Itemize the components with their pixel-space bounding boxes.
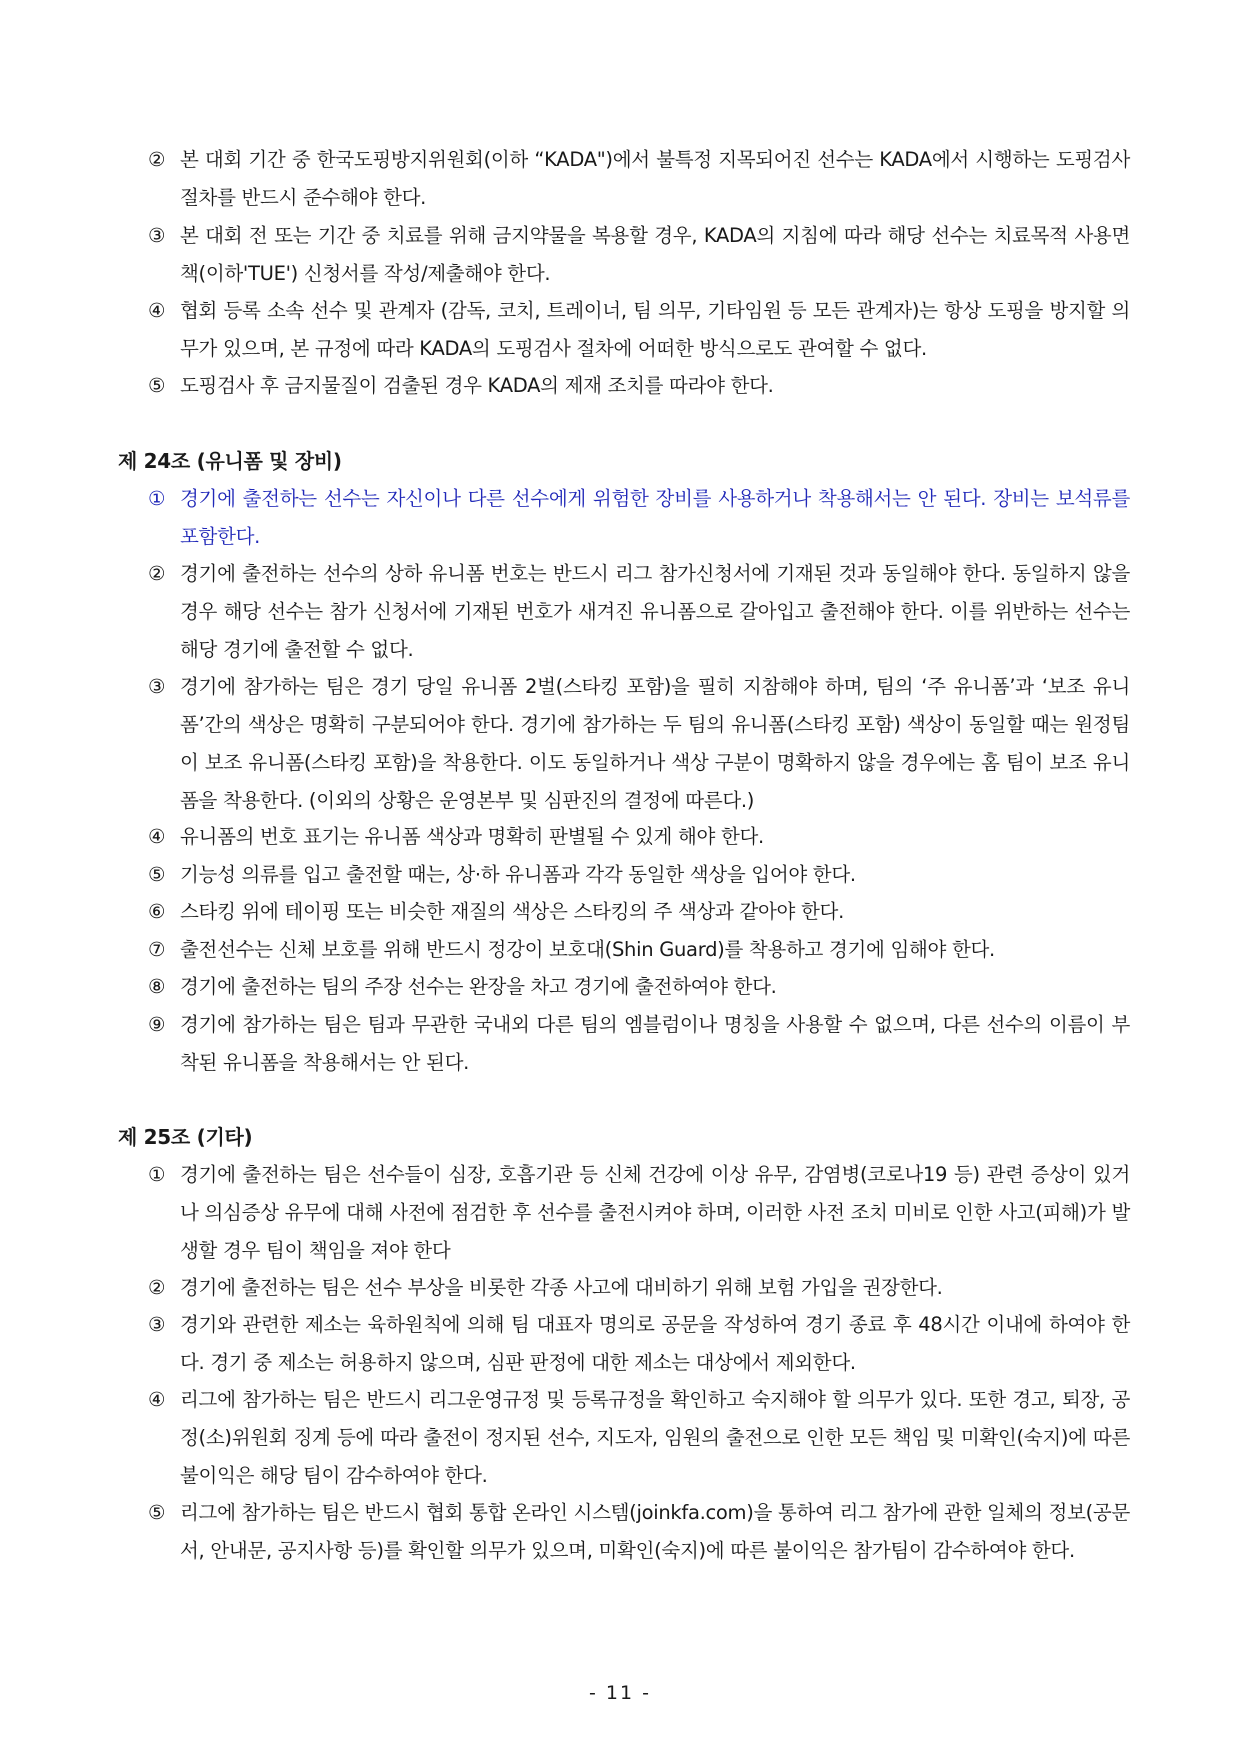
- art24-item-7: ⑦ 출전선수는 신체 보호를 위해 반드시 정강이 보호대(Shin Guard)를 착용하고 경기에 임해야 한다.: [148, 938, 995, 961]
- article-25-heading: 제 25조 (기타): [118, 1125, 253, 1149]
- art24-item-4: ④ 유니폼의 번호 표기는 유니폼 색상과 명확히 판별될 수 있게 해야 한다.: [148, 825, 764, 848]
- art23-item-3: ③ 본 대회 전 또는 기간 중 치료를 위해 금지약물을 복용할 경우, KADA의 지침에 따라 해당 선수는 치료목적 사용면책(이하'TUE') 신청서를 작성/제출해야 한다.: [148, 224, 1130, 285]
- art23-item-4: ④ 협회 등록 소속 선수 및 관계자 (감독, 코치, 트레이너, 팀 의무, 기타임원 등 모든 관계자)는 항상 도핑을 방지할 의무가 있으며, 본 규정에 따라 KADA의 도핑검사 절차에 어떠한 방식으로도 관여할 수 없다.: [148, 299, 1130, 360]
- art24-item-6: ⑥ 스타킹 위에 테이핑 또는 비슷한 재질의 색상은 스타킹의 주 색상과 같아야 한다.: [148, 900, 844, 923]
- art25-item-2: ② 경기에 출전하는 팀은 선수 부상을 비롯한 각종 사고에 대비하기 위해 보험 가입을 권장한다.: [148, 1276, 943, 1299]
- art24-item-5: ⑤ 기능성 의류를 입고 출전할 때는, 상·하 유니폼과 각각 동일한 색상을 입어야 한다.: [148, 863, 856, 886]
- page-number: - 11 -: [589, 1682, 651, 1704]
- art23-item-5: ⑤ 도핑검사 후 금지물질이 검출된 경우 KADA의 제재 조치를 따라야 한다.: [148, 374, 774, 397]
- art25-item-3: ③ 경기와 관련한 제소는 육하원칙에 의해 팀 대표자 명의로 공문을 작성하여 경기 종료 후 48시간 이내에 하여야 한다. 경기 중 제소는 허용하지 않으며, 심판 판정에 대한 제소는 대상에서 제외한다.: [148, 1313, 1130, 1374]
- art24-item-9: ⑨ 경기에 참가하는 팀은 팀과 무관한 국내외 다른 팀의 엠블럼이나 명칭을 사용할 수 없으며, 다른 선수의 이름이 부착된 유니폼을 착용해서는 안 된다.: [148, 1013, 1130, 1074]
- art24-item-3: ③ 경기에 참가하는 팀은 경기 당일 유니폼 2벌(스타킹 포함)을 필히 지참해야 하며, 팀의 ‘주 유니폼’과 ‘보조 유니폼’간의 색상은 명확히 구분되어야 한다. 경기에 참가하는 두 팀의 유니폼(스타킹 포함) 색상이 동일할 때는 원정팀이 보조 유니폼(스타킹 포함)을 착용한다. 이도 동일하거나 색상 구분이 명확하지 않을 경우에는 홈 팀이 보조 유니폼을 착용한다. (이외의 상황은 운영본부 및 심판진의 결정에 따른다.): [148, 675, 1130, 812]
- art24-item-1: ① 경기에 출전하는 선수는 자신이나 다른 선수에게 위험한 장비를 사용하거나 착용해서는 안 된다. 장비는 보석류를 포함한다.: [148, 487, 1130, 548]
- art25-item-1: ① 경기에 출전하는 팀은 선수들이 심장, 호흡기관 등 신체 건강에 이상 유무, 감염병(코로나19 등) 관련 증상이 있거나 의심증상 유무에 대해 사전에 점검한 후 선수를 출전시켜야 하며, 이러한 사전 조치 미비로 인한 사고(피해)가 발생할 경우 팀이 책임을 져야 한다: [148, 1163, 1130, 1262]
- art25-item-4: ④ 리그에 참가하는 팀은 반드시 리그운영규정 및 등록규정을 확인하고 숙지해야 할 의무가 있다. 또한 경고, 퇴장, 공정(소)위원회 징계 등에 따라 출전이 정지된 선수, 지도자, 임원의 출전으로 인한 모든 책임 및 미확인(숙지)에 따른 불이익은 해당 팀이 감수하여야 한다.: [148, 1388, 1130, 1487]
- article-24-heading: 제 24조 (유니폼 및 장비): [118, 449, 342, 473]
- art25-item-5: ⑤ 리그에 참가하는 팀은 반드시 협회 통합 온라인 시스템(joinkfa.com)을 통하여 리그 참가에 관한 일체의 정보(공문서, 안내문, 공지사항 등)를 확인할 의무가 있으며, 미확인(숙지)에 따른 불이익은 참가팀이 감수하여야 한다.: [148, 1501, 1130, 1562]
- art24-item-2: ② 경기에 출전하는 선수의 상하 유니폼 번호는 반드시 리그 참가신청서에 기재된 것과 동일해야 한다. 동일하지 않을 경우 해당 선수는 참가 신청서에 기재된 번호가 새겨진 유니폼으로 갈아입고 출전해야 한다. 이를 위반하는 선수는 해당 경기에 출전할 수 없다.: [148, 562, 1130, 661]
- art23-item-2: ② 본 대회 기간 중 한국도핑방지위원회(이하 “KADA")에서 불특정 지목되어진 선수는 KADA에서 시행하는 도핑검사 절차를 반드시 준수해야 한다.: [148, 148, 1130, 209]
- art24-item-8: ⑧ 경기에 출전하는 팀의 주장 선수는 완장을 차고 경기에 출전하여야 한다.: [148, 975, 777, 998]
